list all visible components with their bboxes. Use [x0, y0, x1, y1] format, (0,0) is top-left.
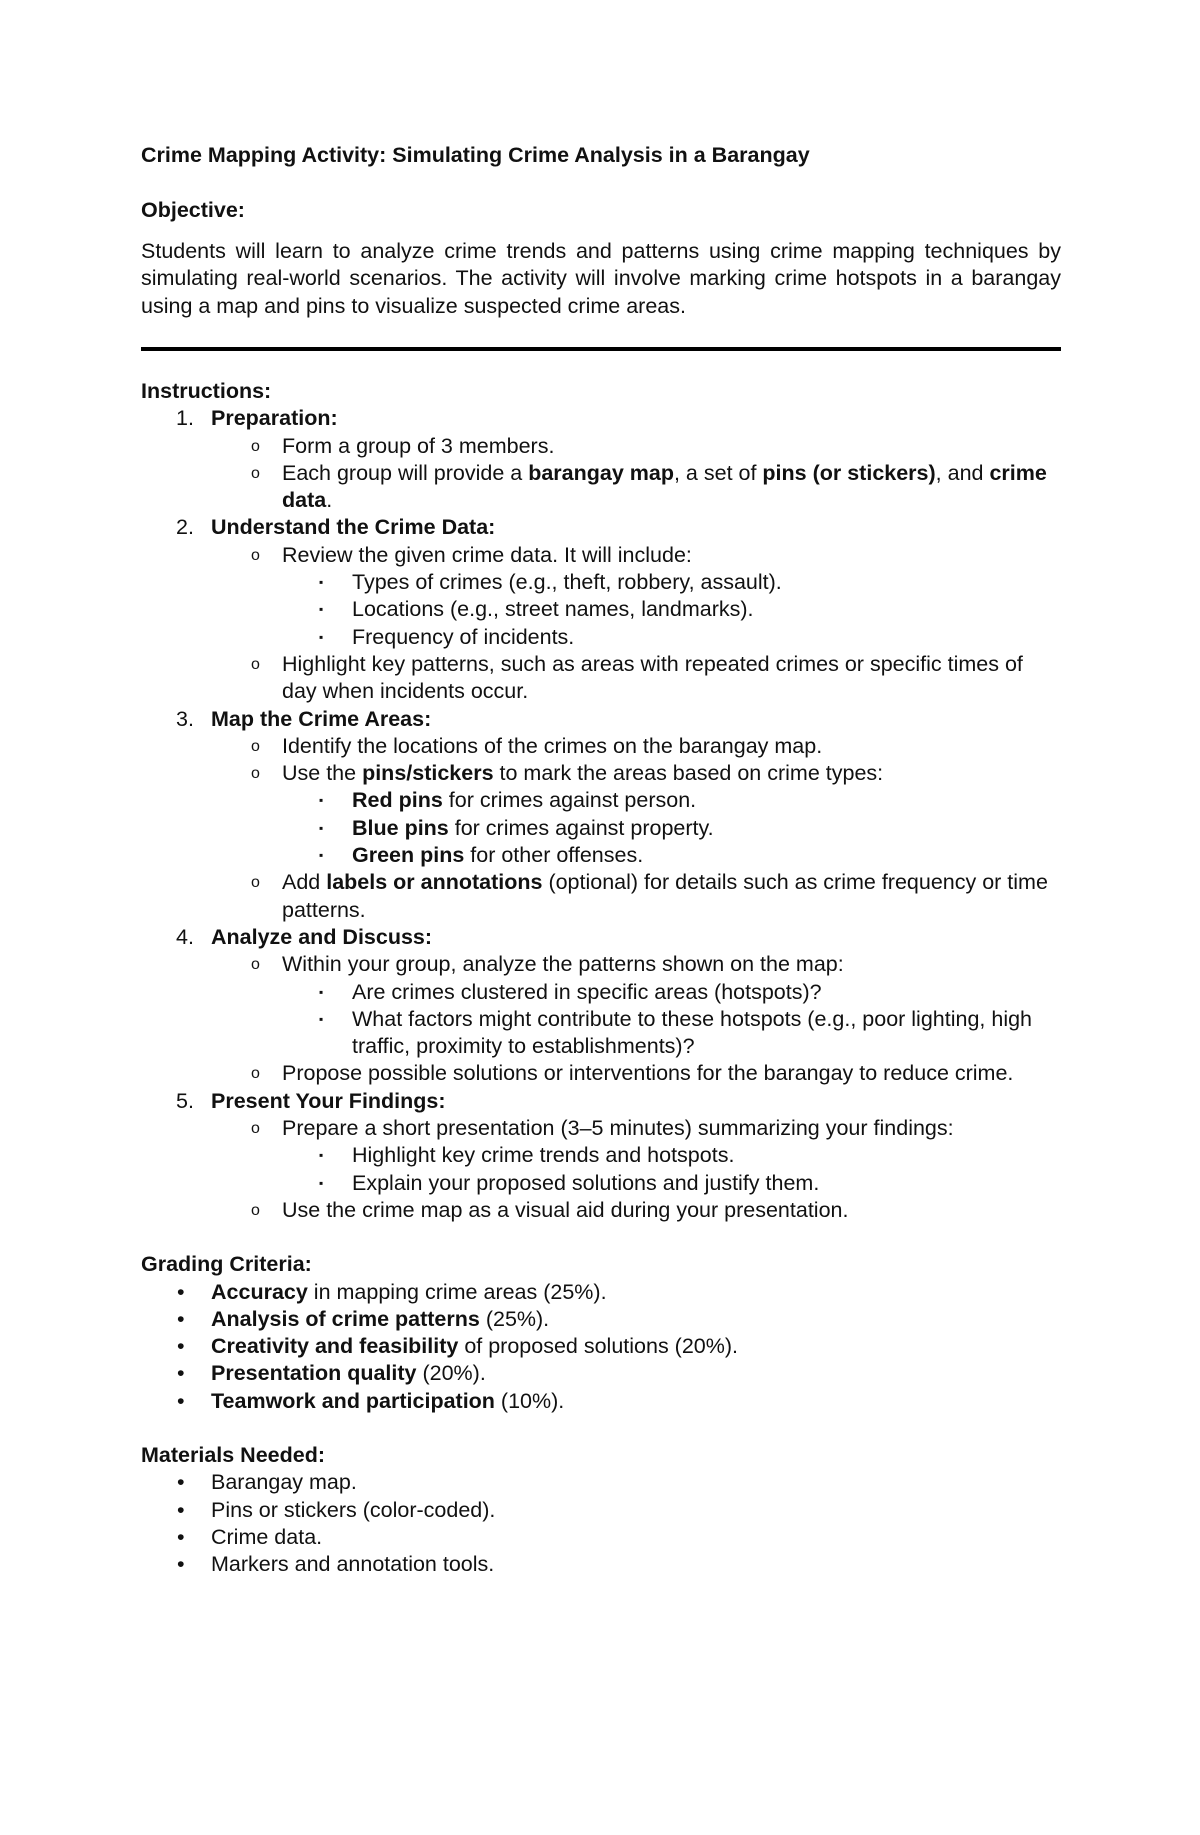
step-5: [141, 1088, 1061, 1115]
step-number: 2.: [176, 515, 194, 540]
list-item: o Use the pins/stickers to mark the areas based on crime types:: [141, 760, 1061, 787]
grading-item: • Analysis of crime patterns (25%).: [141, 1306, 1061, 1333]
materials-item: • Markers and annotation tools.: [141, 1551, 1061, 1578]
bullet-icon: •: [177, 1306, 185, 1331]
square-bullet-icon: ▪: [319, 575, 324, 590]
instructions-heading: Instructions:: [141, 379, 272, 403]
step-4: [141, 924, 1061, 951]
materials-heading: Materials Needed:: [141, 1442, 326, 1467]
step-number: 3.: [176, 706, 194, 731]
list-item: o Within your group, analyze the patterns shown on the map:: [141, 951, 1061, 978]
step-title: Present Your Findings:: [211, 1088, 446, 1113]
circle-bullet-icon: o: [251, 655, 260, 673]
objective-text: Students will learn to analyze crime trends and patterns using crime mapping techniques by simulating real-world scenarios. The activity will involve marking crime hotspots in a barangay using a map and pins to visualize suspected crime areas.: [141, 239, 1061, 318]
circle-bullet-icon: o: [251, 765, 260, 783]
step-number: 5.: [176, 1088, 194, 1113]
square-bullet-icon: ▪: [319, 984, 324, 999]
square-bullet-icon: ▪: [319, 602, 324, 617]
sub-list-item: ▪ Explain your proposed solutions and justify them.: [141, 1170, 1061, 1197]
square-bullet-icon: ▪: [319, 820, 324, 835]
sub-list-item: ▪ Highlight key crime trends and hotspots.: [141, 1142, 1061, 1169]
list-item: o Form a group of 3 members.: [141, 433, 1061, 460]
bullet-icon: •: [177, 1279, 185, 1304]
list-item: o Review the given crime data. It will include:: [141, 542, 1061, 569]
square-bullet-icon: ▪: [319, 1175, 324, 1190]
circle-bullet-icon: o: [251, 464, 260, 482]
bullet-icon: •: [177, 1524, 185, 1549]
list-item: o Add labels or annotations (optional) for details such as crime frequency or time patterns.: [251, 870, 1048, 922]
bullet-icon: •: [177, 1552, 185, 1577]
circle-bullet-icon: o: [251, 1201, 260, 1219]
bullet-icon: •: [177, 1361, 185, 1386]
list-item: o Prepare a short presentation (3–5 minutes) summarizing your findings:: [141, 1115, 1061, 1142]
step-title: Understand the Crime Data:: [211, 515, 496, 540]
grading-item: • Presentation quality (20%).: [141, 1360, 1061, 1387]
step-1: [141, 405, 1061, 432]
sub-list-item: ▪ Blue pins for crimes against property.: [141, 815, 1061, 842]
circle-bullet-icon: o: [251, 1120, 260, 1138]
grading-item: • Teamwork and participation (10%).: [141, 1388, 1061, 1415]
bullet-icon: •: [177, 1470, 185, 1495]
sub-list-item: ▪ What factors might contribute to these hotspots (e.g., poor lighting, high traffic, proximity to establishments)?: [319, 1006, 1033, 1059]
sub-list-item: ▪ Types of crimes (e.g., theft, robbery, assault).: [141, 569, 1061, 596]
step-title: Analyze and Discuss:: [211, 924, 433, 949]
square-bullet-icon: ▪: [319, 1148, 324, 1163]
list-item: o Use the crime map as a visual aid during your presentation.: [141, 1197, 1061, 1224]
list-item: o Identify the locations of the crimes on the barangay map.: [141, 733, 1061, 760]
circle-bullet-icon: o: [251, 874, 260, 892]
square-bullet-icon: ▪: [319, 1011, 324, 1026]
sub-list-item: ▪ Green pins for other offenses.: [141, 842, 1061, 869]
bullet-icon: •: [177, 1497, 185, 1522]
objective-heading: Objective:: [141, 198, 245, 222]
step-number: 4.: [176, 924, 194, 949]
step-title: Map the Crime Areas:: [211, 706, 432, 731]
grading-item: • Accuracy in mapping crime areas (25%).: [141, 1279, 1061, 1306]
circle-bullet-icon: o: [251, 437, 260, 455]
bullet-icon: •: [177, 1334, 185, 1359]
circle-bullet-icon: o: [251, 546, 260, 564]
bullet-icon: •: [177, 1388, 185, 1413]
list-item: o Each group will provide a barangay map, a set of pins (or stickers), and crime data.: [251, 460, 1047, 513]
sub-list-item: ▪ Are crimes clustered in specific areas (hotspots)?: [141, 979, 1061, 1006]
materials-item: • Barangay map.: [141, 1469, 1061, 1496]
content-block: [141, 378, 1061, 1578]
circle-bullet-icon: o: [251, 737, 260, 755]
materials-item: • Crime data.: [141, 1524, 1061, 1551]
sub-list-item: ▪ Red pins for crimes against person.: [141, 787, 1061, 814]
grading-heading: Grading Criteria:: [141, 1252, 312, 1277]
step-title: Preparation:: [211, 406, 338, 431]
document-title: Crime Mapping Activity: Simulating Crime Analysis in a Barangay: [141, 143, 810, 167]
list-item: o Highlight key patterns, such as areas with repeated crimes or specific times of day when incidents occur.: [251, 651, 1023, 704]
circle-bullet-icon: o: [251, 956, 260, 974]
materials-item: • Pins or stickers (color-coded).: [141, 1497, 1061, 1524]
sub-list-item: ▪ Frequency of incidents.: [141, 624, 1061, 651]
step-number: 1.: [176, 406, 194, 431]
horizontal-rule: [141, 347, 1061, 351]
square-bullet-icon: ▪: [319, 629, 324, 644]
sub-list-item: ▪ Locations (e.g., street names, landmarks).: [141, 596, 1061, 623]
square-bullet-icon: ▪: [319, 848, 324, 863]
step-3: [141, 706, 1061, 733]
square-bullet-icon: ▪: [319, 793, 324, 808]
step-2: [141, 514, 1061, 541]
list-item: o Propose possible solutions or interventions for the barangay to reduce crime.: [141, 1060, 1061, 1087]
circle-bullet-icon: o: [251, 1065, 260, 1083]
grading-item: • Creativity and feasibility of proposed solutions (20%).: [141, 1333, 1061, 1360]
